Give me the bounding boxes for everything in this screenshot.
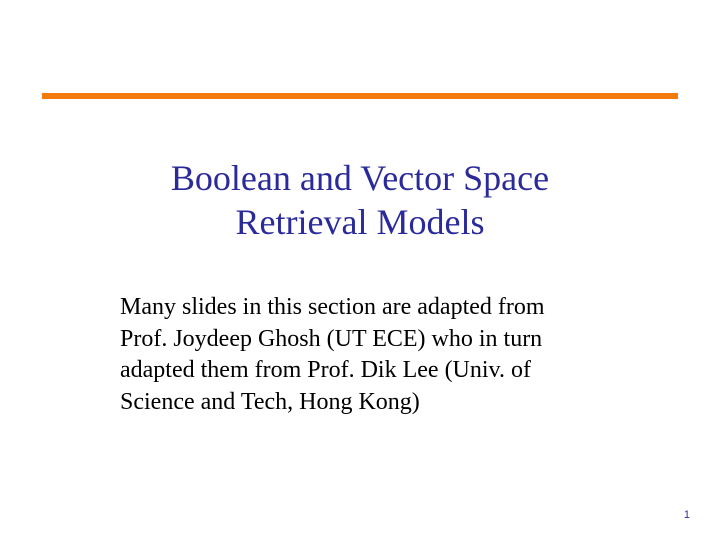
slide-page-number: 1 [683,509,690,521]
slide-body-text [120,292,640,418]
body-line-2: Prof. Joydeep Ghosh (UT ECE) who in turn [120,325,543,352]
body-line-4: Science and Tech, Hong Kong) [120,388,420,415]
title-accent-rule [42,93,678,99]
body-line-3: adapted them from Prof. Dik Lee (Univ. of [120,357,531,383]
slide-title-line-2: Retrieval Models [235,202,485,242]
slide-title-line-1: Boolean and Vector Space [170,158,550,198]
body-line-1: Many slides in this section are adapted from [120,294,545,320]
slide-title [110,156,610,244]
